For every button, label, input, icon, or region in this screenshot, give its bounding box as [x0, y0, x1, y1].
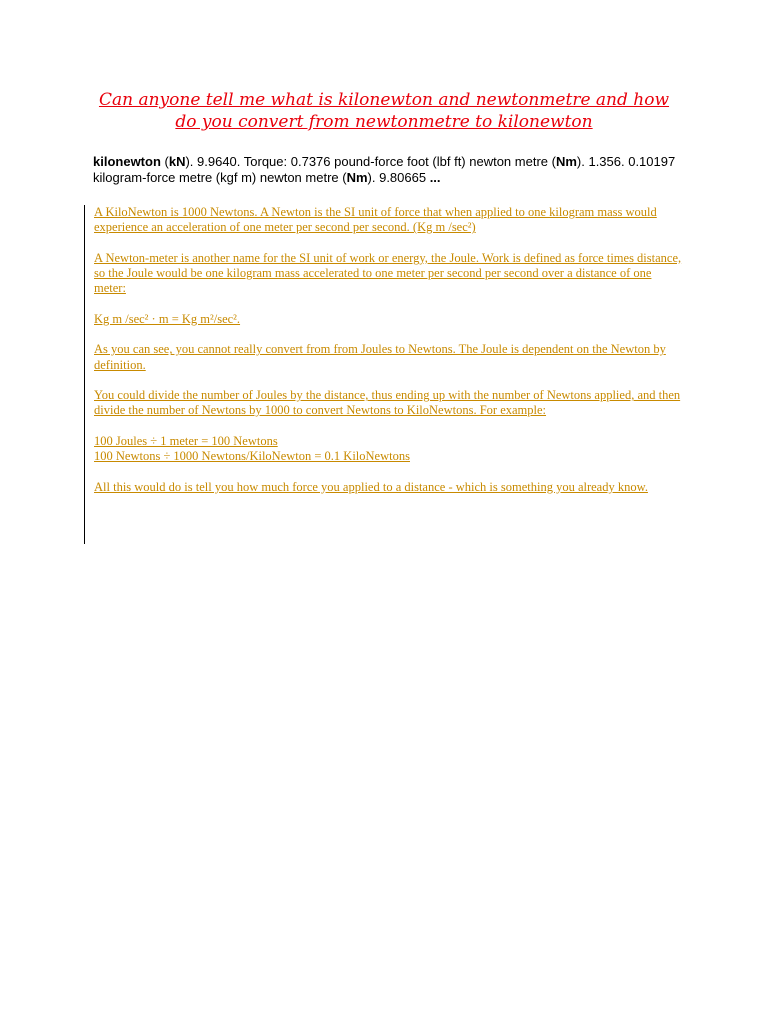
snippet-segment: kilonewton	[93, 154, 161, 169]
answer-block	[84, 205, 684, 544]
answer-text: All this would do is tell you how much force you applied to a distance - which is something you already know.	[94, 479, 648, 494]
answer-text: Kg m /sec² · m = Kg m²/sec².	[94, 311, 241, 326]
answer-text: 100 Newtons ÷ 1000 Newtons/KiloNewton = 0.1 KiloNewtons	[94, 449, 410, 464]
answer-paragraph	[94, 480, 682, 495]
snippet-segment: kN	[168, 154, 186, 169]
snippet-segment: ). 9.80665	[367, 170, 430, 185]
answer-paragraph	[94, 312, 682, 327]
answer-paragraph	[94, 434, 682, 449]
snippet-segment: (	[160, 154, 169, 169]
search-snippet	[93, 154, 693, 186]
snippet-segment: Nm	[555, 154, 577, 169]
answer-text: You could divide the number of Joules by the distance, thus ending up with the number of Newtons applied, and then divide the number of Newtons by 1000 to convert Newtons to KiloNewtons. For example:	[94, 388, 681, 418]
snippet-segment: ). 9.9640. Torque: 0.7376 pound-force foot (lbf ft) newton metre (	[185, 154, 556, 169]
answer-text: A KiloNewton is 1000 Newtons. A Newton is the SI unit of force that when applied to one kilogram mass would experience an acceleration of one meter per second per second. (Kg m /sec²)	[94, 205, 657, 235]
answer-paragraph	[94, 205, 682, 235]
snippet-segment: Nm	[346, 170, 368, 185]
answer-body	[94, 205, 682, 510]
snippet-segment: ...	[429, 170, 441, 185]
answer-text: 100 Joules ÷ 1 meter = 100 Newtons	[94, 433, 278, 448]
answer-paragraph	[94, 342, 682, 372]
answer-text: As you can see, you cannot really convert from from Joules to Newtons. The Joule is dependent on the Newton by definition.	[94, 342, 666, 372]
answer-paragraph	[94, 251, 682, 297]
snippet-segment: ). 1.356. 0.10197 kilogram-force metre (kgf m) newton metre (	[93, 154, 676, 185]
page-title: Can anyone tell me what is kilonewton and newtonmetre and how do you convert from newtonmetre to kilonewton	[98, 90, 670, 132]
answer-text: A Newton-meter is another name for the SI unit of work or energy, the Joule. Work is defined as force times distance, so the Joule would be one kilogram mass accelerated to one meter per second per second over a distance of one meter:	[94, 250, 682, 296]
answer-paragraph	[94, 449, 682, 464]
answer-paragraph	[94, 388, 682, 418]
